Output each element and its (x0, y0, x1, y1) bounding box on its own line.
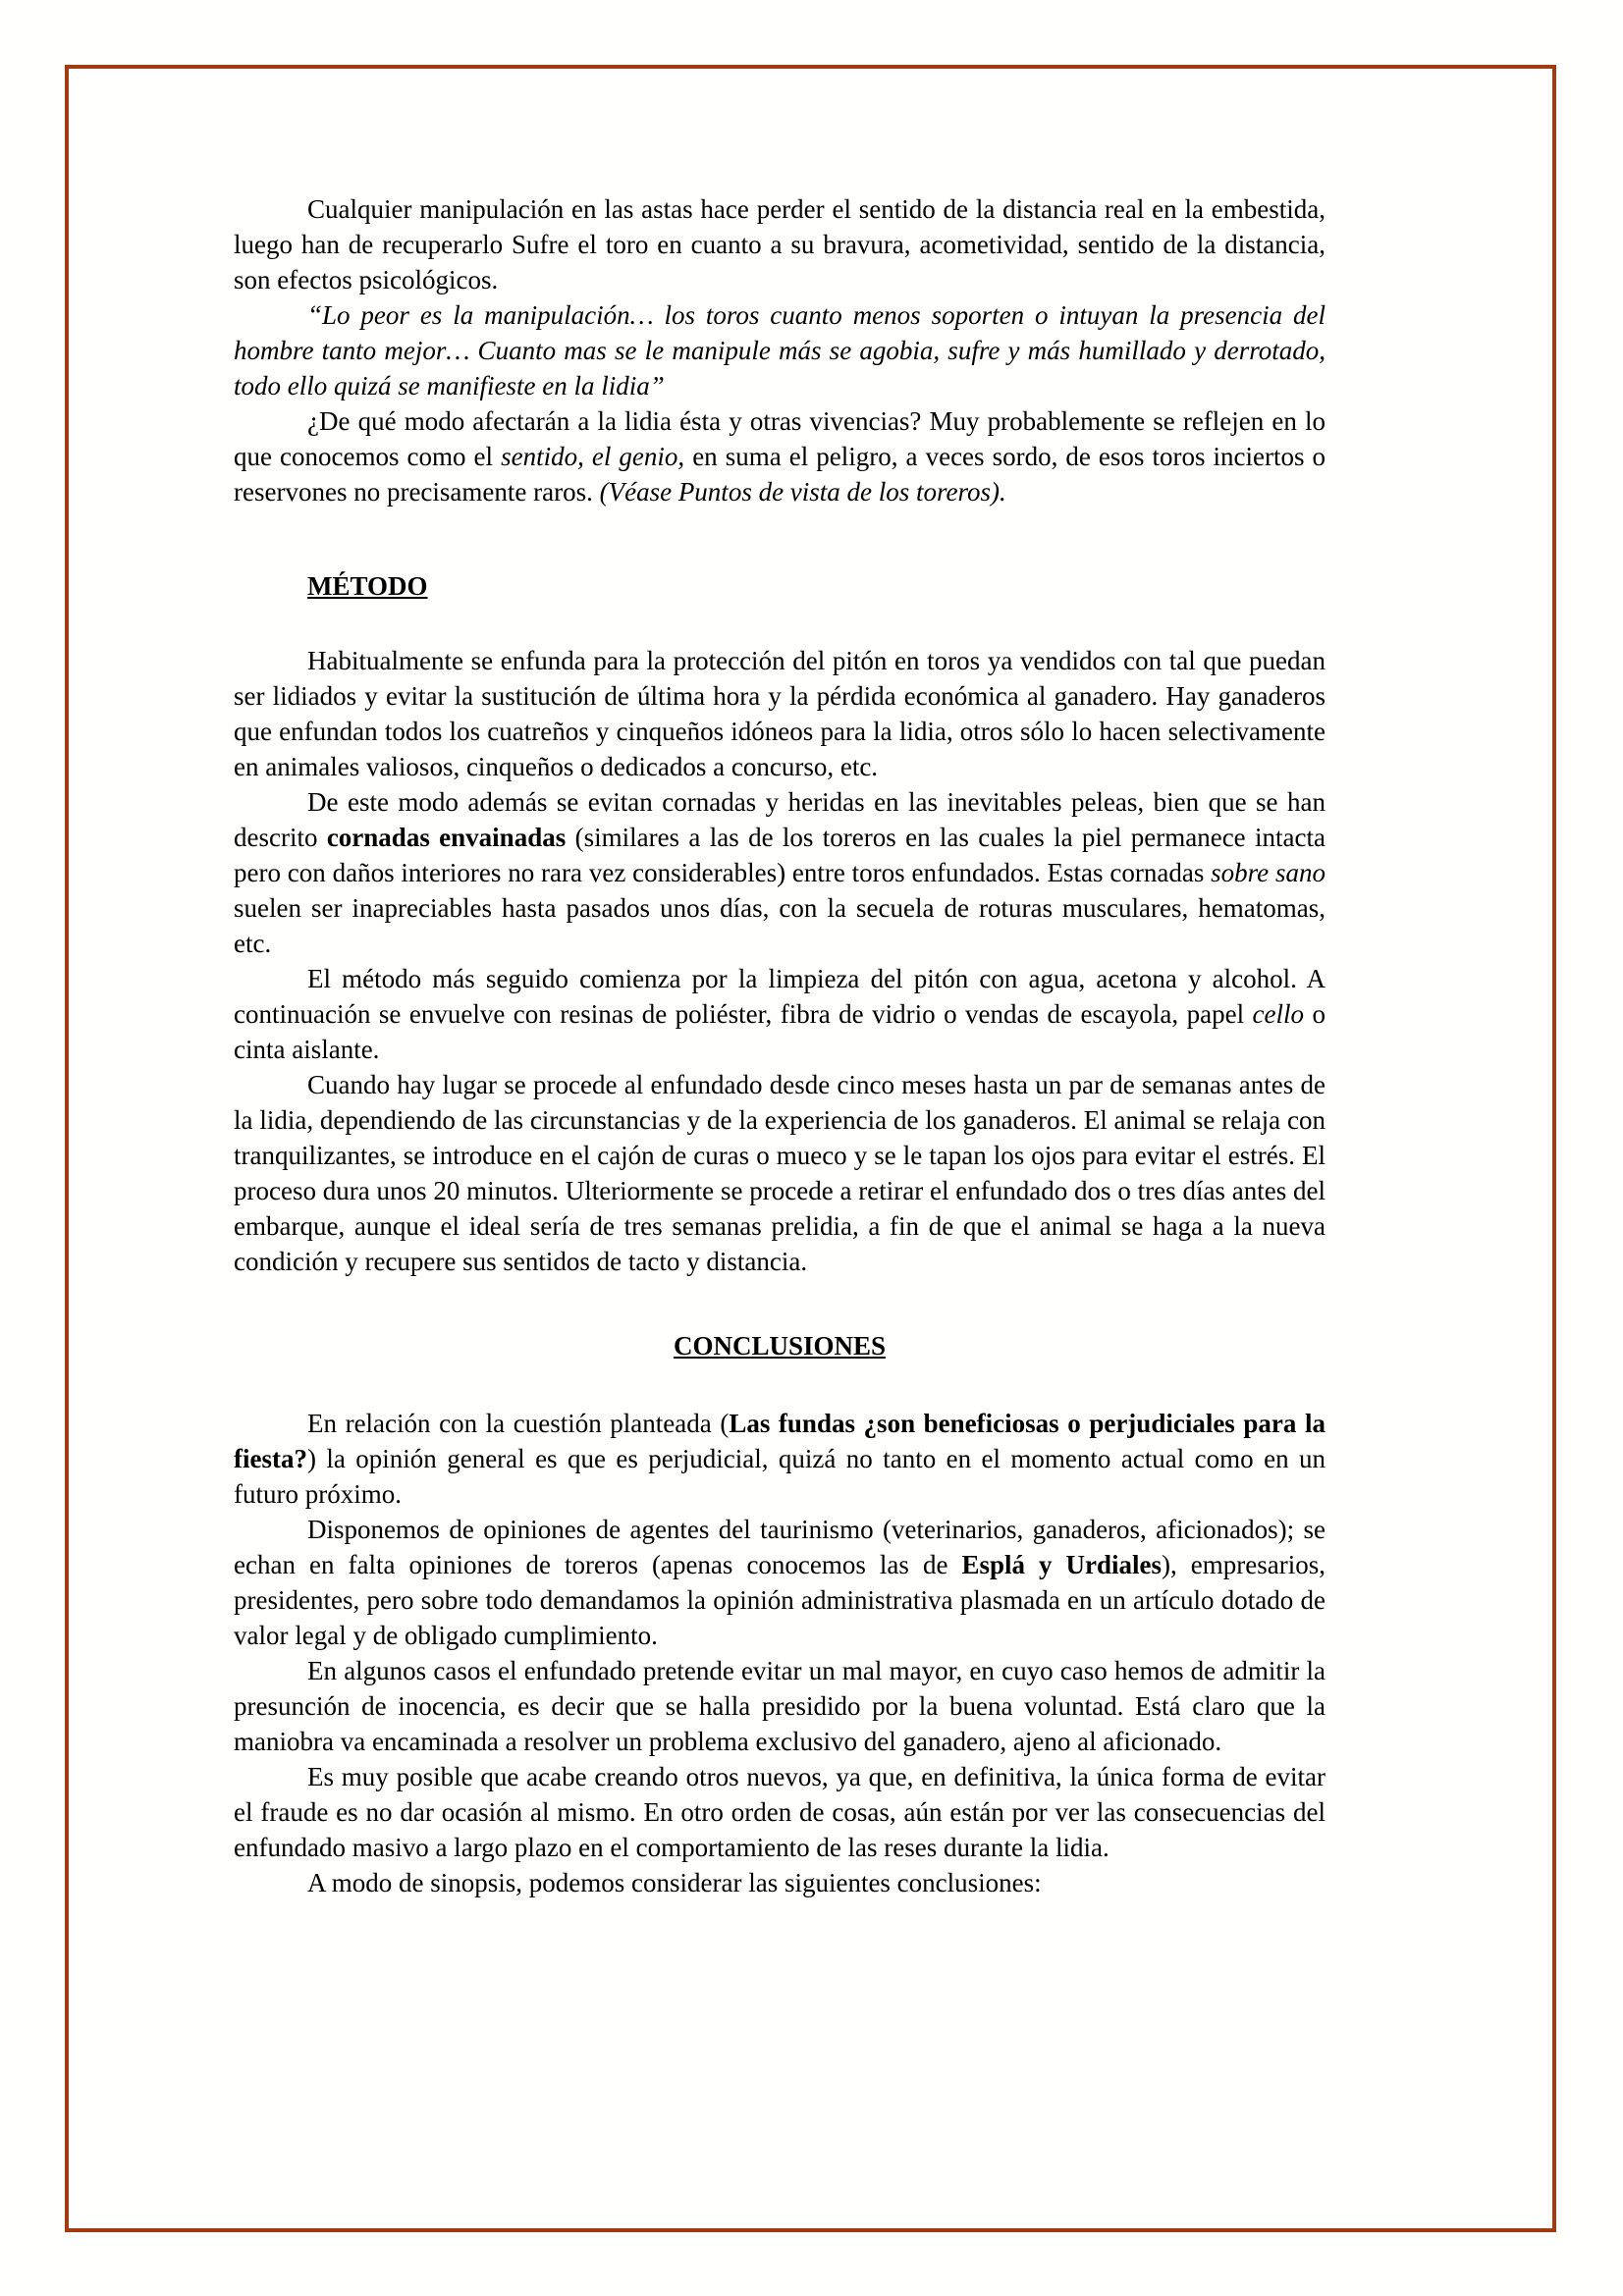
text-run: cello (1252, 999, 1305, 1029)
text-run: Esplá y Urdiales (961, 1550, 1163, 1579)
text-run: El método más seguido comienza por la limpieza del pitón con agua, acetona y alcohol. A continuación se envuelve con resinas de poliéster, fibra de vidrio o vendas de escayola, papel (234, 964, 1325, 1029)
text-run: De este modo además se evitan cornadas y heridas en las inevitables peleas, bien que se han descrito (234, 787, 1325, 852)
body-paragraph (234, 1653, 1325, 1759)
text-run: A modo de sinopsis, podemos considerar las siguientes conclusiones: (307, 1868, 1042, 1897)
body-paragraph (234, 403, 1325, 509)
text-run: En relación con la cuestión planteada ( (307, 1409, 730, 1438)
text-run: ¿De qué modo afectarán a la lidia ésta y otras vivencias? Muy probablemente se reflejen en lo que conocemos como el (234, 406, 1325, 471)
text-run: ), empresarios, presidentes, pero sobre todo demandamos la opinión administrativa plasmada en un artículo dotado de valor legal y de obligado cumplimiento. (234, 1550, 1325, 1650)
text-run: (similares a las de los toreros en las cuales la piel permanece intacta pero con daños interiores no rara vez considerables) entre toros enfundados. Estas cornadas (234, 823, 1325, 887)
text-run: sobre sano (1211, 858, 1325, 887)
body-paragraph (234, 961, 1325, 1067)
text-run: suelen ser inapreciables hasta pasados unos días, con la secuela de roturas musculares, hematomas, etc. (234, 893, 1325, 958)
text-run: o cinta aislante. (234, 999, 1325, 1064)
text-run: MÉTODO (307, 571, 428, 601)
text-run: sentido, el genio, (501, 442, 685, 471)
text-run: En algunos casos el enfundado pretende evitar un mal mayor, en cuyo caso hemos de admitir la presunción de inocencia, es decir que se halla presidido por la buena voluntad. Está claro que la maniobra va encaminada a resolver un problema exclusivo del ganadero, ajeno al aficionado. (234, 1656, 1325, 1756)
body-paragraph (234, 1067, 1325, 1279)
text-run: “Lo peor es la manipulación… los toros cuanto menos soporten o intuyan la presencia del hombre tanto mejor… Cuanto mas se le manipule más se agobia, sufre y más humillado y derrotado, todo ello quizá se manifieste en la lidia” (234, 300, 1325, 400)
section-heading (234, 1328, 1325, 1363)
body-paragraph (234, 1759, 1325, 1865)
text-run: CONCLUSIONES (673, 1331, 887, 1361)
text-run: Cualquier manipulación en las astas hace perder el sentido de la distancia real en la embestida, luego han de recuperarlo Sufre el toro en cuanto a su bravura, acometividad, sentido de la distancia, son efectos psicológicos. (234, 194, 1325, 294)
body-paragraph (234, 1512, 1325, 1653)
text-run: Las fundas ¿son beneficiosas o perjudiciales para la fiesta? (234, 1409, 1325, 1473)
body-paragraph (234, 297, 1325, 403)
body-paragraph (234, 1406, 1325, 1512)
body-paragraph (234, 191, 1325, 297)
body-paragraph (234, 784, 1325, 961)
text-run: ) la opinión general es que es perjudicial, quizá no tanto en el momento actual como en un futuro próximo. (234, 1444, 1325, 1509)
text-run: (Véase Puntos de vista de los toreros). (599, 477, 1006, 507)
body-paragraph (234, 643, 1325, 784)
section-heading (234, 568, 1325, 604)
body-paragraph (234, 1865, 1325, 1900)
text-run: Disponemos de opiniones de agentes del taurinismo (veterinarios, ganaderos, aficionados); se echan en falta opiniones de toreros (apenas conocemos las de (234, 1515, 1325, 1579)
text-run: en suma el peligro, a veces sordo, de esos toros inciertos o reservones no precisamente raros. (234, 442, 1326, 507)
text-run: Es muy posible que acabe creando otros nuevos, ya que, en definitiva, la única forma de evitar el fraude es no dar ocasión al mismo. En otro orden de cosas, aún están por ver las consecuencias del enfundado masivo a largo plazo en el comportamiento de las reses durante la lidia. (234, 1762, 1325, 1862)
text-run: Habitualmente se enfunda para la protección del pitón en toros ya vendidos con tal que puedan ser lidiados y evitar la sustitución de última hora y la pérdida económica al ganadero. Hay ganaderos que enfundan todos los cuatreños y cinqueños idóneos para la lidia, otros sólo lo hacen selectivamente en animales valiosos, cinqueños o dedicados a concurso, etc. (234, 646, 1325, 781)
text-run: Cuando hay lugar se procede al enfundado desde cinco meses hasta un par de semanas antes de la lidia, dependiendo de las circunstancias y de la experiencia de los ganaderos. El animal se relaja con tranquilizantes, se introduce en el cajón de curas o mueco y se le tapan los ojos para evitar el estrés. El proceso dura unos 20 minutos. Ulteriormente se procede a retirar el enfundado dos o tres días antes del embarque, aunque el ideal sería de tres semanas prelidia, a fin de que el animal se haga a la nueva condición y recupere sus sentidos de tacto y distancia. (234, 1070, 1325, 1276)
document-content (234, 191, 1325, 1900)
text-run: cornadas envainadas (326, 823, 567, 852)
